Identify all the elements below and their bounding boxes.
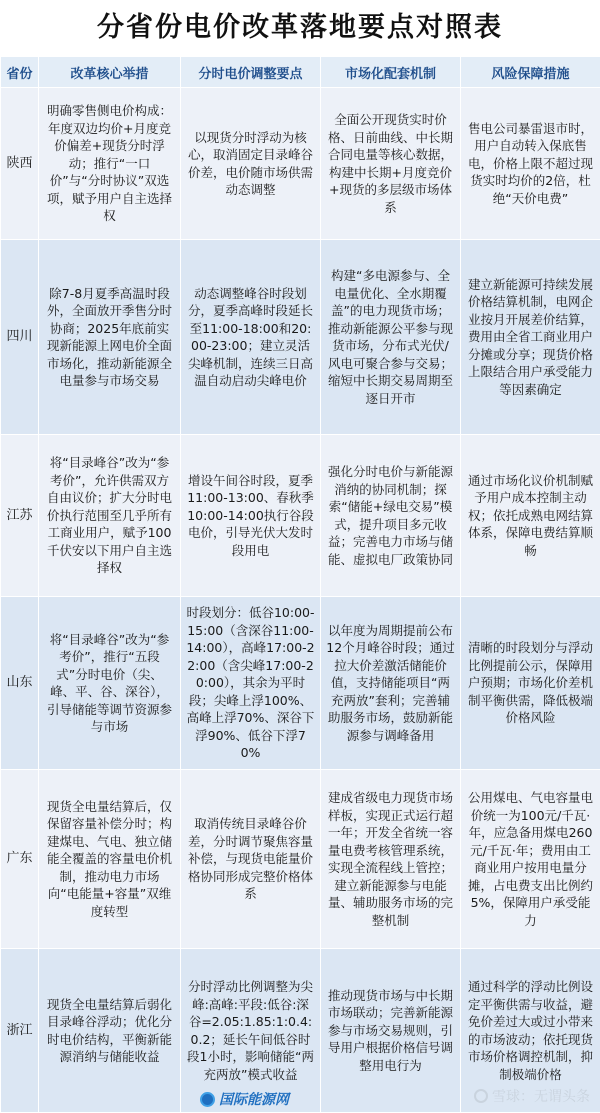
header-reform: 改革核心举措 [39,57,181,88]
tou-cell: 增设午间谷时段，夏季11:00-13:00、春秋季10:00-14:00执行谷段电价，引导光伏大发时段用电 [181,435,321,597]
globe-logo-icon [200,1092,215,1107]
comparison-table [0,56,600,1113]
watermark [474,1086,590,1106]
market-cell: 推动现货市场与中长期市场联动；完善新能源参与市场交易规则，引导用户根据价格信号调整用电行为 [321,949,461,1113]
reform-cell: 将“目录峰谷”改为“参考价”，推行“五段式”分时电价（尖、峰、平、谷、深谷），引导储能等调节资源参与市场 [39,597,181,770]
tou-cell: 取消传统目录峰谷价差，分时调节聚焦容量补偿，与现货电能量价格协同形成完整价格体系 [181,770,321,949]
reform-cell: 现货全电量结算后，仅保留容量补偿分时；构建煤电、气电、独立储能全覆盖的容量电价机制，推动电力市场向“电能量+容量”双维度转型 [39,770,181,949]
table-header [1,57,600,88]
table-row [1,770,600,949]
risk-cell: 通过科学的浮动比例设定平衡供需与收益，避免价差过大或过小带来的市场波动；依托现货市场价格调控机制，抑制极端价格 [461,949,600,1113]
reform-cell: 明确零售侧电价构成：年度双边均价+月度竞价偏差+现货分时浮动；推行“一口价”与“分时协议”双选项，赋予用户自主选择权 [39,88,181,240]
page-title: 分省份电价改革落地要点对照表 [0,0,600,56]
risk-cell: 建立新能源可持续发展价格结算机制，电网企业按月开展差价结算，费用由全省工商业用户分摊或分享；现货价格上限结合用户承受能力等因素确定 [461,240,600,435]
table-row [1,597,600,770]
market-cell: 全面公开现货实时价格、日前曲线、中长期合同电量等核心数据，构建中长期+月度竞价+现货的多层级市场体系 [321,88,461,240]
risk-cell: 通过市场化议价机制赋予用户成本控制主动权；依托成熟电网结算体系，保障电费结算顺畅 [461,435,600,597]
tou-cell: 时段划分：低谷10:00-15:00（含深谷11:00-14:00），高峰17:00-22:00（含尖峰17:00-20:00），其余为平时段；尖峰上浮100%、高峰上浮70%、深谷下浮90%、低谷下浮70% [181,597,321,770]
market-cell: 构建“多电源参与、全电量优化、全水期覆盖”的电力现货市场；推动新能源公平参与现货市场，分布式光伏/风电可聚合参与交易；缩短中长期交易周期至逐日开市 [321,240,461,435]
market-cell: 建成省级电力现货市场样板，实现正式运行超一年；开发全省统一容量电费考核管理系统，实现全流程线上管控；建立新能源参与电能量、辅助服务市场的完整机制 [321,770,461,949]
risk-cell: 清晰的时段划分与浮动比例提前公示，保障用户预期；市场化价差机制平衡供需，降低极端价格风险 [461,597,600,770]
province-cell: 四川 [1,240,39,435]
header-market: 市场化配套机制 [321,57,461,88]
table-row [1,88,600,240]
market-cell: 强化分时电价与新能源消纳的协同机制；探索“储能+绿电交易”模式，提升项目多元收益；完善电力市场与储能、虚拟电厂政策协同 [321,435,461,597]
footer-logo [200,1089,289,1109]
province-cell: 江苏 [1,435,39,597]
province-cell: 山东 [1,597,39,770]
header-tou: 分时电价调整要点 [181,57,321,88]
header-risk: 风险保障措施 [461,57,600,88]
risk-cell: 公用煤电、气电容量电价统一为100元/千瓦·年，应急备用煤电260元/千瓦·年；费用由工商业用户按用电量分摊，占电费支出比例约5%，保障用户承受能力 [461,770,600,949]
watermark-text: 雪球：无谓头条 [492,1086,590,1106]
header-province: 省份 [1,57,39,88]
snowball-icon [474,1089,488,1103]
table-row [1,435,600,597]
risk-cell: 售电公司暴雷退市时，用户自动转入保底售电，价格上限不超过现货实时均价的2倍，杜绝“天价电费” [461,88,600,240]
tou-cell: 以现货分时浮动为核心，取消固定目录峰谷价差，电价随市场供需动态调整 [181,88,321,240]
reform-cell: 将“目录峰谷”改为“参考价”，允许供需双方自由议价；扩大分时电价执行范围至几乎所有工商业用户，赋予100千伏安以下用户自主选择权 [39,435,181,597]
tou-cell: 动态调整峰谷时段划分，夏季高峰时段延长至11:00-18:00和20:00-23:00；建立灵活尖峰机制，连续三日高温自动启动尖峰电价 [181,240,321,435]
market-cell: 以年度为周期提前公布12个月峰谷时段；通过拉大价差激活储能价值，支持储能项目“两充两放”套利；完善辅助服务市场，鼓励新能源参与调峰备用 [321,597,461,770]
province-cell: 浙江 [1,949,39,1113]
table-row [1,240,600,435]
province-cell: 广东 [1,770,39,949]
reform-cell: 现货全电量结算后弱化目录峰谷浮动；优化分时电价结构，平衡新能源消纳与储能收益 [39,949,181,1113]
logo-text: 国际能源网 [219,1089,289,1109]
province-cell: 陕西 [1,88,39,240]
reform-cell: 除7-8月夏季高温时段外，全面放开季售分时协商；2025年底前实现新能源上网电价全面市场化，推动新能源全电量参与市场交易 [39,240,181,435]
tou-cell: 分时浮动比例调整为尖峰:高峰:平段:低谷:深谷=2.05:1.85:1:0.4:0.2；延长午间低谷时段1小时，影响储能“两充两放”模式收益 [181,949,321,1113]
